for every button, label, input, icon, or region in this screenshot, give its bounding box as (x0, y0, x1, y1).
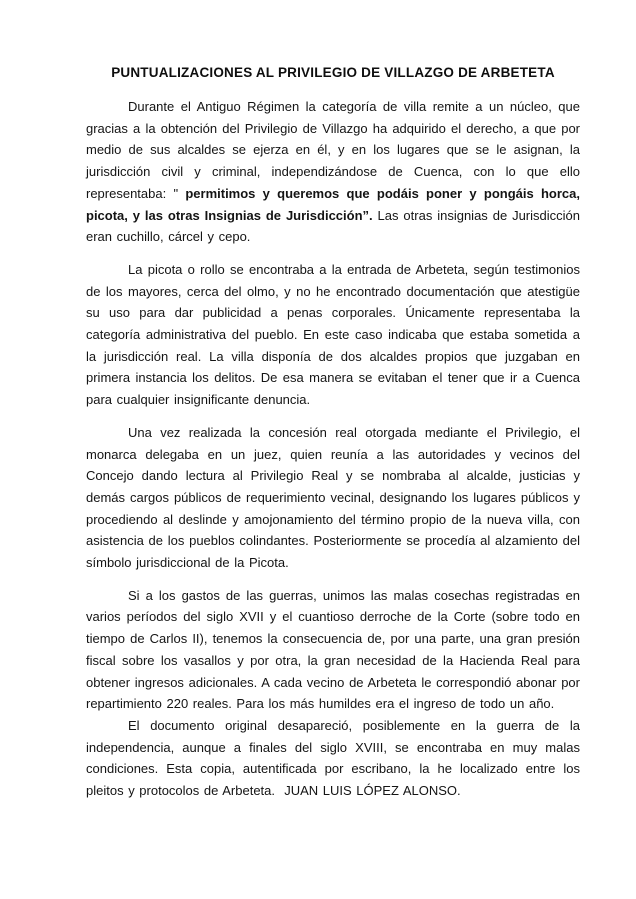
document-title: PUNTUALIZACIONES AL PRIVILEGIO DE VILLAZGO DE ARBETETA (111, 65, 555, 80)
text-run: La picota o rollo se encontraba a la entrada de Arbeteta, según testimonios de los mayores, cerca del olmo, y no he encontrado documentación que atestigüe su uso para dar publicidad a penas corporales. Únicamente representaba la categoría administrativa del pueblo. En este caso indicaba que estaba sometida a la jurisdicción real. La villa disponía de dos alcaldes propios que juzgaban en primera instancia los delitos. De esa manera se evitaban el tener que ir a Cuenca para cualquier insignificante denuncia. (86, 261, 580, 408)
paragraph (86, 585, 580, 715)
text-run: Las otras insignias de Jurisdicción eran cuchillo, cárcel y cepo. (86, 207, 580, 245)
text-run: Si a los gastos de las guerras, unimos las malas cosechas registradas en varios períodos del siglo XVII y el cuantioso derroche de la Corte (sobre todo en tiempo de Carlos II), tenemos la consecuencia de, por una parte, una gran presión fiscal sobre los vasallos y por otra, la gran necesidad de la Hacienda Real para obtener ingresos adicionales. A cada vecino de Arbeteta le correspondió abonar por repartimiento 220 reales. Para los más humildes era el ingreso de todo un año. (86, 587, 580, 712)
text-run: Una vez realizada la concesión real otorgada mediante el Privilegio, el monarca delegaba en un juez, quien reunía a las autoridades y vecinos del Concejo dando lectura al Privilegio Real y se nombraba al alcalde, justicias y demás cargos públicos de requerimiento vecinal, designando los lugares públicos y procediendo al deslinde y amojonamiento del término propio de la nueva villa, con asistencia de los pueblos colindantes. Posteriormente se procedía al alzamiento del símbolo jurisdiccional de la Picota. (86, 424, 580, 571)
paragraphs (86, 96, 580, 802)
paragraph (86, 422, 580, 574)
text-run: El documento original desapareció, posiblemente en la guerra de la independencia, aunque a finales del siglo XVIII, se encontraba en muy malas condiciones. Esta copia, autentificada por escribano, la he localizado entre los pleitos y protocolos de Arbeteta. JUAN LUIS LÓPEZ ALONSO. (86, 717, 580, 799)
paragraph (86, 96, 580, 248)
bold-text-run: permitimos y queremos que podáis poner y pongáis horca, picota, y las otras Insignias de Jurisdicción”. (86, 185, 580, 223)
paragraph (86, 715, 580, 802)
text-run: Durante el Antiguo Régimen la categoría de villa remite a un núcleo, que gracias a la obtención del Privilegio de Villazgo ha adquirido el derecho, a que por medio de sus alcaldes se ejerza en él, y en los lugares que se le asignan, la jurisdicción civil y criminal, independizándose de Cuenca, con lo que ello representaba: " (86, 99, 580, 201)
paragraph (86, 259, 580, 411)
